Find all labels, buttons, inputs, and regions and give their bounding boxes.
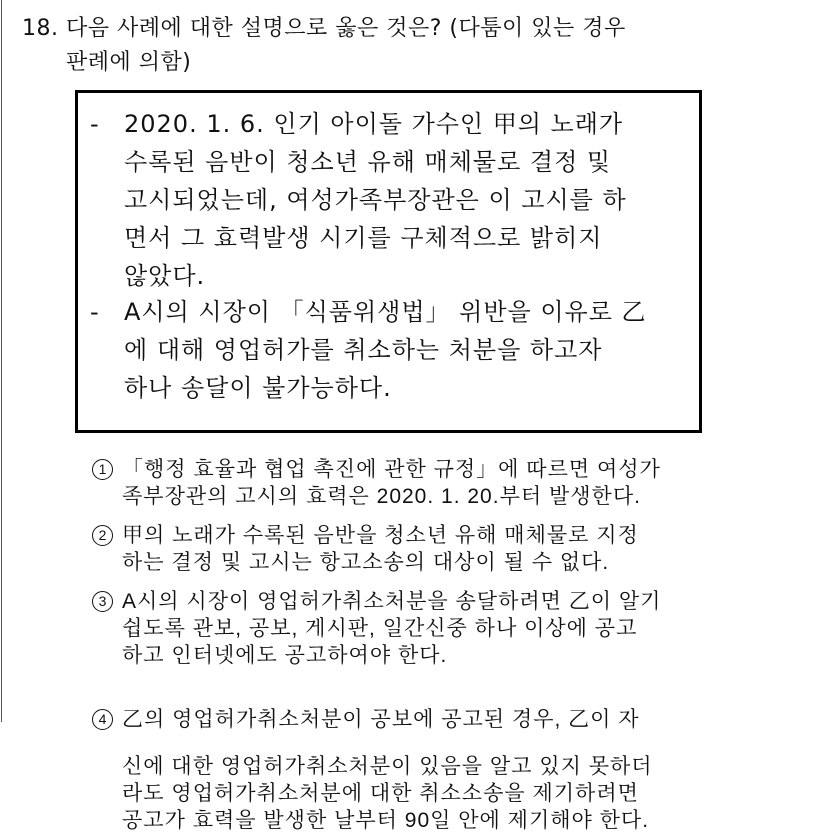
option-4[interactable] — [92, 706, 772, 834]
dash-bullet: - — [90, 298, 100, 326]
option-line: 쉽도록 관보, 공보, 게시판, 일간신중 하나 이상에 공고 — [122, 617, 638, 640]
case-line: 면서 그 효력발생 시기를 구체적으로 밝히지 — [124, 224, 603, 252]
option-text — [92, 706, 772, 834]
option-2[interactable] — [92, 522, 772, 576]
option-line: 라도 영업허가취소처분에 대한 취소소송을 제기하려면 — [122, 782, 639, 805]
case-line: 않았다. — [124, 262, 206, 290]
option-text — [92, 522, 772, 576]
case-line: 에 대해 영업허가를 취소하는 처분을 하고자 — [124, 336, 603, 364]
option-line: 신에 대한 영업허가취소처분이 있음을 알고 있지 못하더 — [122, 755, 653, 778]
dash-bullet: - — [90, 110, 100, 138]
case-line: 고시되었는데, 여성가족부장관은 이 고시를 하 — [124, 186, 627, 214]
option-line: 족부장관의 고시의 효력은 2020. 1. 20.부터 발생한다. — [122, 485, 641, 508]
option-line: 甲의 노래가 수록된 음반을 청소년 유해 매체물로 지정 — [122, 524, 639, 547]
circled-number-2-icon: 2 — [92, 525, 113, 546]
question-stem — [22, 12, 782, 80]
case-line: 하나 송달이 불가능하다. — [124, 374, 392, 402]
option-line: 하고 인터넷에도 공고하여야 한다. — [122, 644, 448, 667]
case-item-text — [90, 293, 680, 407]
option-line: 하는 결정 및 고시는 항고소송의 대상이 될 수 없다. — [122, 551, 610, 574]
case-item-text — [90, 105, 680, 295]
option-text — [92, 456, 772, 510]
circled-number-4-icon: 4 — [92, 709, 113, 730]
circled-number-1-icon: 1 — [92, 459, 113, 480]
option-line: 「행정 효율과 협업 촉진에 관한 규정」에 따르면 여성가 — [122, 458, 661, 481]
option-3[interactable] — [92, 588, 772, 669]
case-line: 2020. 1. 6. 인기 아이돌 가수인 甲의 노래가 — [124, 110, 624, 138]
circled-number-3-icon: 3 — [92, 591, 113, 612]
question-number: 18. — [22, 16, 59, 41]
option-text — [92, 588, 772, 669]
page-margin-rule — [1, 0, 2, 722]
option-line: 공고가 효력을 발생한 날부터 90일 안에 제기해야 한다. — [122, 809, 650, 832]
question-stem-line-2: 판례에 의함) — [66, 50, 192, 75]
question-stem-line-1: 다음 사례에 대한 설명으로 옳은 것은? (다툼이 있는 경우 — [66, 16, 626, 41]
option-1[interactable] — [92, 456, 772, 510]
case-box — [75, 90, 702, 433]
option-line: A시의 시장이 영업허가취소처분을 송달하려면 乙이 알기 — [122, 590, 662, 613]
case-item — [90, 105, 680, 295]
case-line: A시의 시장이 「식품위생법」 위반을 이유로 乙 — [124, 298, 647, 326]
case-item — [90, 293, 680, 407]
option-line: 乙의 영업허가취소처분이 공보에 공고된 경우, 乙이 자 — [122, 708, 640, 731]
case-line: 수록된 음반이 청소년 유해 매체물로 결정 및 — [124, 148, 612, 176]
